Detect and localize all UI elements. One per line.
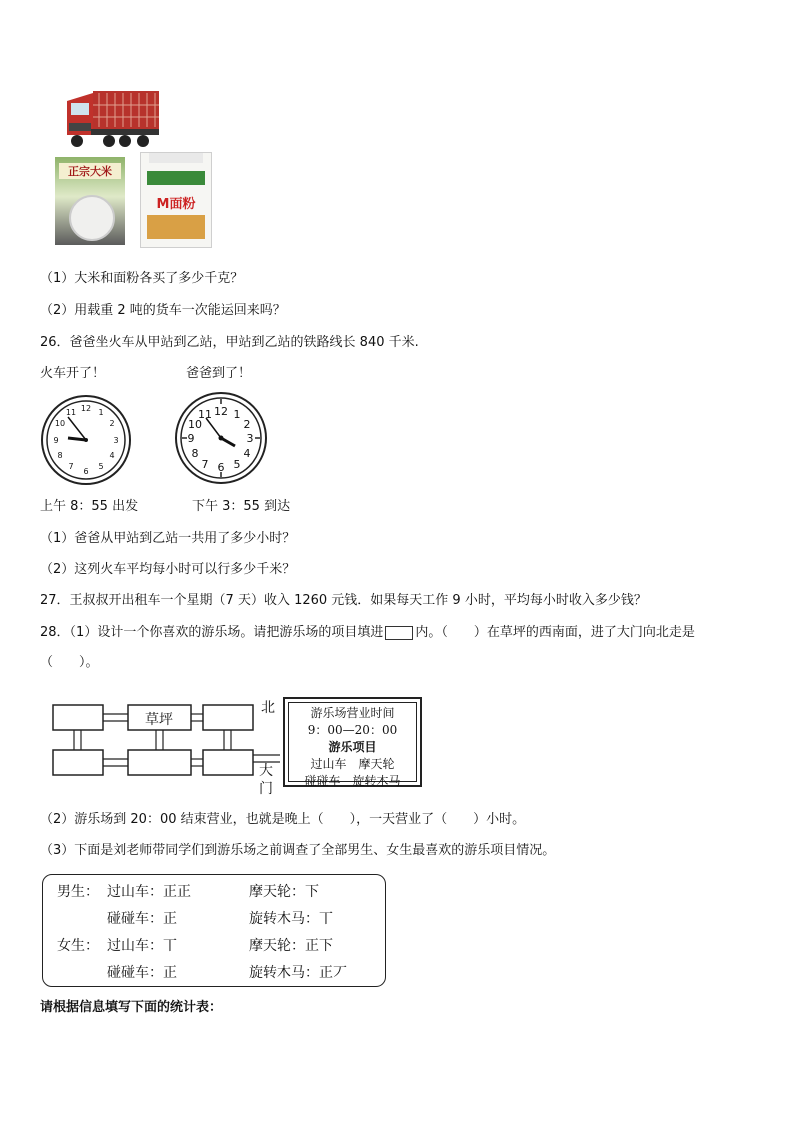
rice-bag-label: 正宗大米 — [59, 163, 121, 179]
clock-right-num: 9 — [187, 432, 195, 445]
clock-left-num: 1 — [98, 408, 104, 417]
clock-right-num: 2 — [243, 418, 251, 431]
girls-bumper: 碰碰车：正 — [107, 965, 177, 981]
clock-left-num: 7 — [68, 462, 74, 471]
clock-right-num: 6 — [217, 461, 225, 474]
clock-left-num: 6 — [83, 467, 89, 476]
q28-stem-a: 28．（1）设计一个你喜欢的游乐场。请把游乐场的项目填进 — [40, 625, 384, 640]
clock-left-num: 4 — [109, 451, 115, 460]
girls-coaster: 过山车：丅 — [107, 938, 177, 954]
clock-arrival — [174, 391, 268, 485]
panel-title: 游乐场营业时间 — [310, 706, 395, 720]
clock-right-num: 10 — [188, 418, 202, 431]
clock-right-num: 8 — [191, 447, 199, 460]
clock-left-num: 3 — [113, 436, 119, 445]
q28-stem-line1 — [40, 625, 695, 641]
rice-bag-image — [55, 157, 125, 245]
q26-label-left: 火车开了！ — [40, 366, 106, 381]
map-box-se — [203, 750, 253, 775]
boys-label: 男生： — [57, 884, 99, 900]
map-box-sw — [53, 750, 103, 775]
truck-image — [63, 83, 161, 153]
clock-left-num: 10 — [54, 419, 66, 428]
park-map — [48, 695, 280, 811]
clock-right-num: 3 — [246, 432, 254, 445]
q28-stem-c: （ ）。 — [40, 655, 99, 670]
clock-left-num: 5 — [98, 462, 104, 471]
panel-projects-title: 游乐项目 — [328, 740, 377, 754]
clock-left-num: 2 — [109, 419, 115, 428]
panel-hours: 9：00—20：00 — [307, 723, 398, 737]
q27-stem: 27．王叔叔开出租车一个星期（7 天）收入 1260 元钱．如果每天工作 9 小时，平均每小时收入多少钱？ — [40, 593, 647, 608]
flour-bag-image — [140, 152, 212, 248]
flour-bag-label: M面粉 — [156, 197, 196, 212]
q26-time-right: 下午 3：55 到达 — [192, 499, 291, 514]
clock-departure — [40, 394, 132, 486]
map-gate-label-1: 大 — [259, 763, 273, 779]
map-lawn-label: 草坪 — [145, 712, 173, 728]
clock-left-num: 11 — [65, 408, 77, 417]
q28-stem-b: 内。（ ）在草坪的西南面，进了大门向北走是 — [415, 625, 695, 640]
q26-label-right: 爸爸到了！ — [186, 366, 252, 381]
clock-left-num: 8 — [57, 451, 63, 460]
q26-time-left: 上午 8：55 出发 — [40, 499, 139, 514]
q28-sub2: （2）游乐场到 20：00 结束营业，也就是晚上（ ），一天营业了（ ）小时。 — [40, 812, 526, 827]
girls-carousel: 旋转木马：正丆 — [249, 965, 347, 981]
boys-coaster: 过山车：正正 — [107, 884, 191, 900]
clock-right-num: 5 — [233, 458, 241, 471]
map-box-ne — [203, 705, 253, 730]
boys-carousel: 旋转木马：丅 — [249, 911, 333, 927]
clock-right-num: 7 — [201, 458, 209, 471]
panel-row2: 碰碰车 旋转木马 — [304, 774, 401, 788]
map-north-label: 北 — [261, 700, 275, 716]
answer-box-sample — [385, 626, 413, 640]
boys-bumper: 碰碰车：正 — [107, 911, 177, 927]
park-info-panel — [283, 697, 422, 787]
clock-left-num: 9 — [53, 436, 59, 445]
clock-right-num: 11 — [198, 408, 212, 421]
map-box-nw — [53, 705, 103, 730]
map-box-s — [128, 750, 191, 775]
girls-label: 女生： — [57, 938, 99, 954]
panel-row1: 过山车 摩天轮 — [310, 757, 395, 771]
q25-sub2: （2）用载重 2 吨的货车一次能运回来吗？ — [40, 303, 286, 318]
clock-left-num: 12 — [80, 404, 92, 413]
tally-survey-box — [42, 874, 386, 987]
clock-right-num: 1 — [233, 408, 241, 421]
girls-wheel: 摩天轮：正下 — [249, 938, 333, 954]
map-gate-label-2: 门 — [259, 781, 273, 797]
q26-stem: 26．爸爸坐火车从甲站到乙站，甲站到乙站的铁路线长 840 千米. — [40, 335, 419, 350]
q28-fill-table: 请根据信息填写下面的统计表： — [40, 1000, 223, 1015]
clock-right-num: 12 — [214, 405, 228, 418]
clock-right-num: 4 — [243, 447, 251, 460]
q26-sub2: （2）这列火车平均每小时可以行多少千米？ — [40, 562, 296, 577]
q26-sub1: （1）爸爸从甲站到乙站一共用了多少小时？ — [40, 531, 296, 546]
boys-wheel: 摩天轮：下 — [249, 884, 319, 900]
q28-sub3: （3）下面是刘老师带同学们到游乐场之前调查了全部男生、女生最喜欢的游乐项目情况。 — [40, 843, 556, 858]
q25-sub1: （1）大米和面粉各买了多少千克？ — [40, 271, 244, 286]
